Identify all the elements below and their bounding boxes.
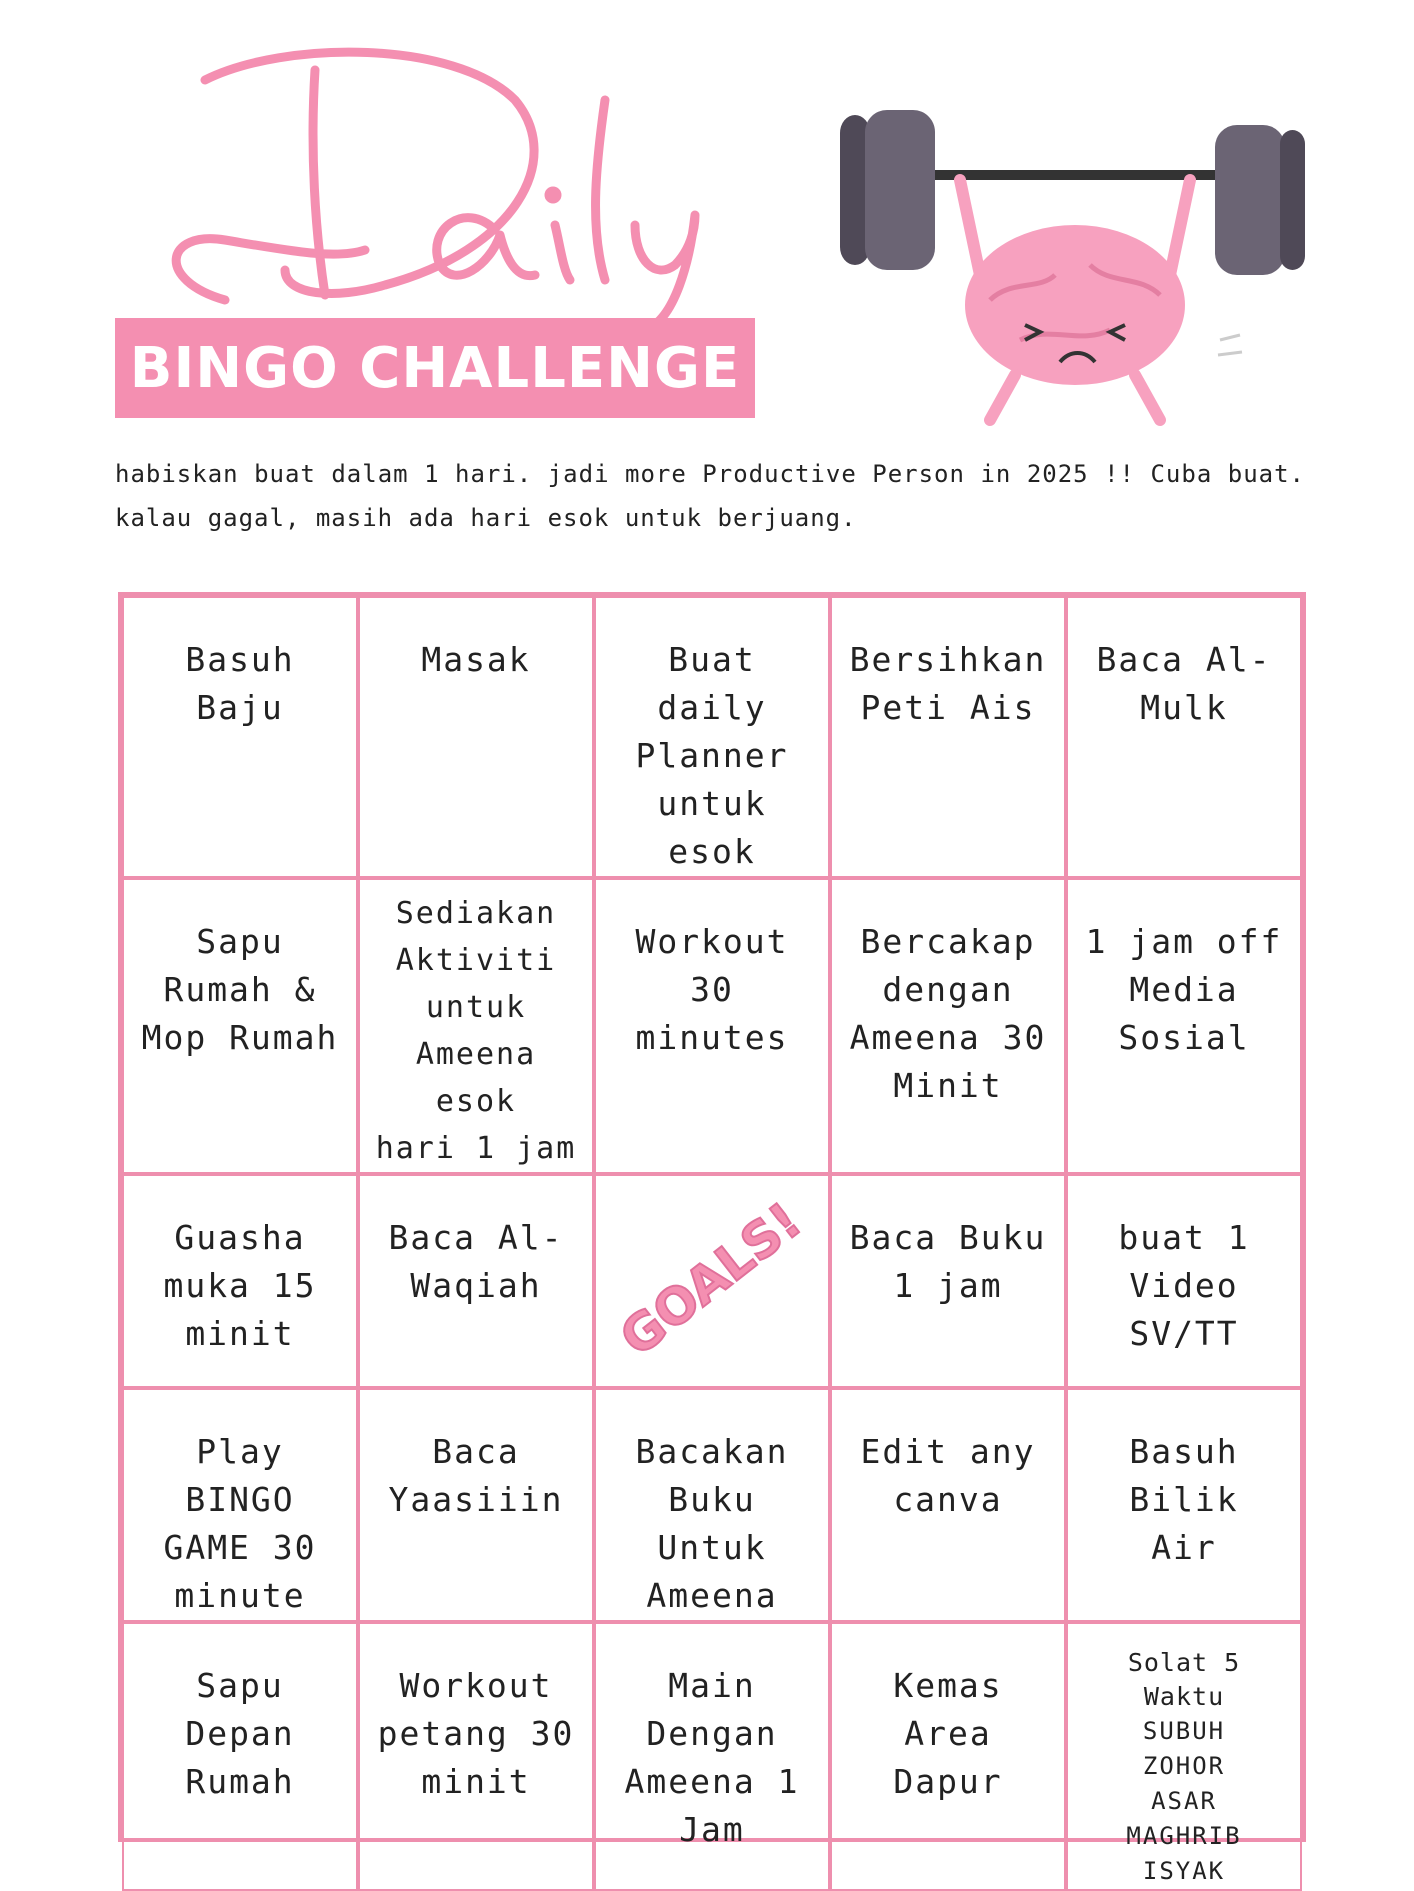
bingo-cell-solat[interactable] xyxy=(1066,1622,1302,1891)
bingo-cell[interactable] xyxy=(358,1388,594,1622)
bingo-cell-text: Basuh Bilik Air xyxy=(1129,1432,1239,1567)
bingo-cell-text: Buat daily Planner untuk esok xyxy=(635,640,789,871)
bingo-cell-text: Masak xyxy=(421,640,531,679)
bingo-cell[interactable] xyxy=(122,1388,358,1622)
bingo-cell-text: Main Dengan Ameena 1 Jam xyxy=(624,1666,800,1849)
bingo-cell-text: Sapu Depan Rumah xyxy=(185,1666,295,1801)
solat-title: Solat 5 Waktu xyxy=(1127,1648,1241,1711)
bingo-cell[interactable] xyxy=(1066,1388,1302,1622)
bingo-cell-text: Baca Buku 1 jam xyxy=(849,1218,1047,1305)
bingo-cell[interactable] xyxy=(594,596,830,878)
bingo-cell-text: 1 jam off Media Sosial xyxy=(1085,922,1283,1057)
barbell-brain-illustration xyxy=(840,100,1310,430)
bingo-cell[interactable] xyxy=(830,1622,1066,1891)
barbell-brain-icon xyxy=(840,100,1310,430)
intro-text: habiskan buat dalam 1 hari. jadi more Productive Person in 2025 !! Cuba buat. kalau gagal, masih ada hari esok untuk berjuang. xyxy=(115,460,1305,532)
bingo-cell-text: Bercakap dengan Ameena 30 Minit xyxy=(849,922,1047,1105)
title-banner xyxy=(115,318,755,418)
bingo-cell[interactable] xyxy=(358,878,594,1174)
bingo-cell-text: Basuh Baju xyxy=(185,640,295,727)
bingo-cell-text: Bersihkan Peti Ais xyxy=(849,640,1047,727)
goals-sticker-icon xyxy=(607,1176,817,1386)
bingo-cell[interactable] xyxy=(830,878,1066,1174)
bingo-cell[interactable] xyxy=(122,1174,358,1388)
bingo-cell-text: Baca Yaasiiin xyxy=(388,1432,564,1519)
bingo-cell[interactable] xyxy=(594,1622,830,1891)
script-title xyxy=(135,30,735,330)
bingo-cell-text: Kemas Area Dapur xyxy=(893,1666,1003,1801)
bingo-cell[interactable] xyxy=(1066,596,1302,878)
bingo-cell[interactable] xyxy=(122,878,358,1174)
bingo-cell-text: Guasha muka 15 minit xyxy=(163,1218,317,1353)
goals-cell[interactable] xyxy=(594,1174,830,1388)
bingo-cell[interactable] xyxy=(122,1622,358,1891)
bingo-cell-text: Workout petang 30 minit xyxy=(377,1666,575,1801)
bingo-cell[interactable] xyxy=(1066,878,1302,1174)
bingo-cell[interactable] xyxy=(830,596,1066,878)
banner-title: BINGO CHALLENGE xyxy=(129,335,741,401)
script-title-lettering xyxy=(135,30,735,330)
bingo-cell[interactable] xyxy=(358,1622,594,1891)
bingo-cell[interactable] xyxy=(594,878,830,1174)
bingo-cell[interactable] xyxy=(594,1388,830,1622)
bingo-cell[interactable] xyxy=(1066,1174,1302,1388)
bingo-cell-text: Play BINGO GAME 30 minute xyxy=(163,1432,317,1615)
bingo-cell-text: Baca Al- Mulk xyxy=(1096,640,1272,727)
solat-list: SUBUH ZOHOR ASAR MAGHRIB ISYAK xyxy=(1126,1717,1242,1885)
bingo-cell-text: Bacakan Buku Untuk Ameena xyxy=(635,1432,789,1615)
bingo-cell-text: Sediakan Aktiviti untuk Ameena esok hari 1 jam xyxy=(375,896,577,1166)
bingo-cell-text: Sapu Rumah & Mop Rumah xyxy=(141,922,339,1057)
goals-sticker-text: GOALS! xyxy=(609,1191,812,1368)
bingo-cell-text: buat 1 Video SV/TT xyxy=(1118,1218,1250,1353)
bingo-cell-text: Baca Al- Waqiah xyxy=(388,1218,564,1305)
bingo-cell[interactable] xyxy=(122,596,358,878)
bingo-grid xyxy=(118,592,1306,1885)
bingo-cell-text: Workout 30 minutes xyxy=(635,922,789,1057)
bingo-cell-text: Edit any canva xyxy=(860,1432,1036,1519)
bingo-cell[interactable] xyxy=(830,1388,1066,1622)
bingo-cell[interactable] xyxy=(358,1174,594,1388)
bingo-cell[interactable] xyxy=(830,1174,1066,1388)
bingo-cell[interactable] xyxy=(358,596,594,878)
